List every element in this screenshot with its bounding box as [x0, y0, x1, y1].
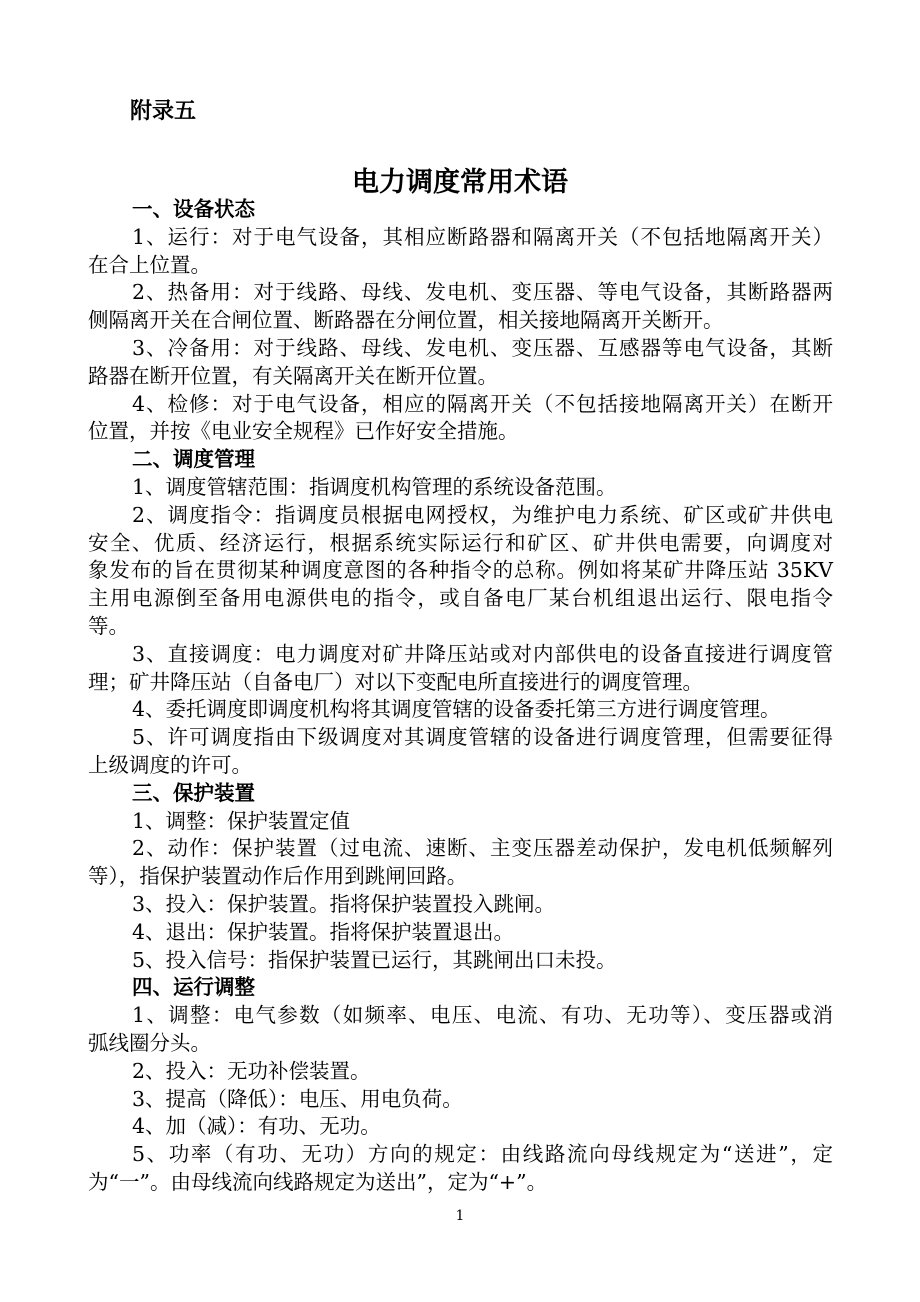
- paragraph: [88, 335, 833, 391]
- section-heading: 四、运行调整: [132, 975, 255, 1000]
- paragraph: [88, 279, 833, 335]
- paragraph: [88, 641, 833, 697]
- text-line: 弧线圈分头。: [88, 1030, 211, 1055]
- text-line: 1、调度管辖范围：指调度机构管理的系统设备范围。: [132, 474, 617, 499]
- paragraph: [88, 1002, 833, 1058]
- text-line: 等），指保护装置动作后作用到跳闸回路。: [88, 864, 468, 889]
- text-line: 2、调度指令：指调度员根据电网授权，为维护电力系统、矿区或矿井供电: [132, 502, 833, 527]
- text-line: 4、委托调度即调度机构将其调度管辖的设备委托第三方进行调度管理。: [132, 697, 781, 722]
- text-line: 等。: [88, 613, 129, 638]
- text-line: 上级调度的许可。: [88, 752, 252, 777]
- section: [88, 974, 833, 1196]
- text-line: 2、投入：无功补偿装置。: [132, 1058, 371, 1083]
- appendix-label: 附录五: [130, 98, 197, 124]
- text-line: 主用电源倒至备用电源供电的指令，或自备电厂某台机组退出运行、限电指令: [88, 586, 833, 611]
- text-line: 4、退出：保护装置。指将保护装置退出。: [132, 919, 515, 944]
- text-line: 4、检修：对于电气设备，相应的隔离开关（不包括接地隔离开关）在断开: [132, 391, 833, 416]
- paragraph: [88, 391, 833, 447]
- text-line: 3、冷备用：对于线路、母线、发电机、变压器、互感器等电气设备，其断: [132, 335, 833, 360]
- section: [88, 780, 833, 975]
- paragraph: [88, 1141, 833, 1197]
- text-line: 位置，并按《电业安全规程》已作好安全措施。: [88, 419, 519, 444]
- paragraph: [88, 919, 833, 947]
- text-line: 1、运行：对于电气设备，其相应断路器和隔离开关（不包括地隔离开关）: [132, 224, 833, 249]
- text-line: 2、动作：保护装置（过电流、速断、主变压器差动保护，发电机低频解列: [132, 836, 833, 861]
- text-line: 安全、优质、经济运行，根据系统实际运行和矿区、矿井供电需要，向调度对: [88, 530, 833, 555]
- text-line: 3、直接调度：电力调度对矿井降压站或对内部供电的设备直接进行调度管: [132, 641, 833, 666]
- text-line: 理；矿井降压站（自备电厂）对以下变配电所直接进行的调度管理。: [88, 669, 703, 694]
- paragraph: [88, 891, 833, 919]
- text-line: 5、投入信号：指保护装置已运行，其跳闸出口未投。: [132, 947, 617, 972]
- section-heading: 二、调度管理: [132, 447, 255, 472]
- paragraph: [88, 474, 833, 502]
- paragraph: [88, 1058, 833, 1086]
- paragraph: [88, 947, 833, 975]
- text-line: 4、加（减）：有功、无功。: [132, 1114, 381, 1139]
- text-line: 2、热备用：对于线路、母线、发电机、变压器、等电气设备，其断路器两: [132, 280, 833, 305]
- text-line: 路器在断开位置，有关隔离开关在断开位置。: [88, 363, 498, 388]
- paragraph: [88, 224, 833, 280]
- section-heading: 一、设备状态: [132, 197, 255, 221]
- paragraph: [88, 502, 833, 641]
- document-title: 电力调度常用术语: [352, 167, 568, 198]
- paragraph: [88, 724, 833, 780]
- section-heading: 三、保护装置: [132, 780, 255, 805]
- text-line: 为“一”。由母线流向线路规定为送出”，定为“+”。: [88, 1169, 548, 1194]
- text-line: 1、调整：电气参数（如频率、电压、电流、有功、无功等）、变压器或消: [132, 1003, 833, 1028]
- paragraph: [88, 696, 833, 724]
- text-line: 3、投入：保护装置。指将保护装置投入跳闸。: [132, 891, 556, 916]
- section: [88, 446, 833, 780]
- paragraph: [88, 1113, 833, 1141]
- section: [88, 196, 833, 446]
- paragraph: [88, 835, 833, 891]
- page-number: 1: [455, 1208, 465, 1224]
- text-line: 在合上位置。: [88, 252, 211, 277]
- text-line: 3、提高（降低）：电压、用电负荷。: [132, 1086, 463, 1111]
- paragraph: [88, 808, 833, 836]
- text-line: 5、功率（有功、无功）方向的规定：由线路流向母线规定为“送进”，定: [132, 1142, 833, 1167]
- paragraph: [88, 1086, 833, 1114]
- text-line: 象发布的旨在贯彻某种调度意图的各种指令的总称。例如将某矿井降压站 35KV: [88, 558, 833, 583]
- document-body: [88, 196, 833, 1197]
- text-line: 5、许可调度指由下级调度对其调度管辖的设备进行调度管理，但需要征得: [132, 725, 833, 750]
- text-line: 1、调整：保护装置定值: [132, 808, 351, 833]
- text-line: 侧隔离开关在合闸位置、断路器在分闸位置，相关接地隔离开关断开。: [88, 308, 724, 333]
